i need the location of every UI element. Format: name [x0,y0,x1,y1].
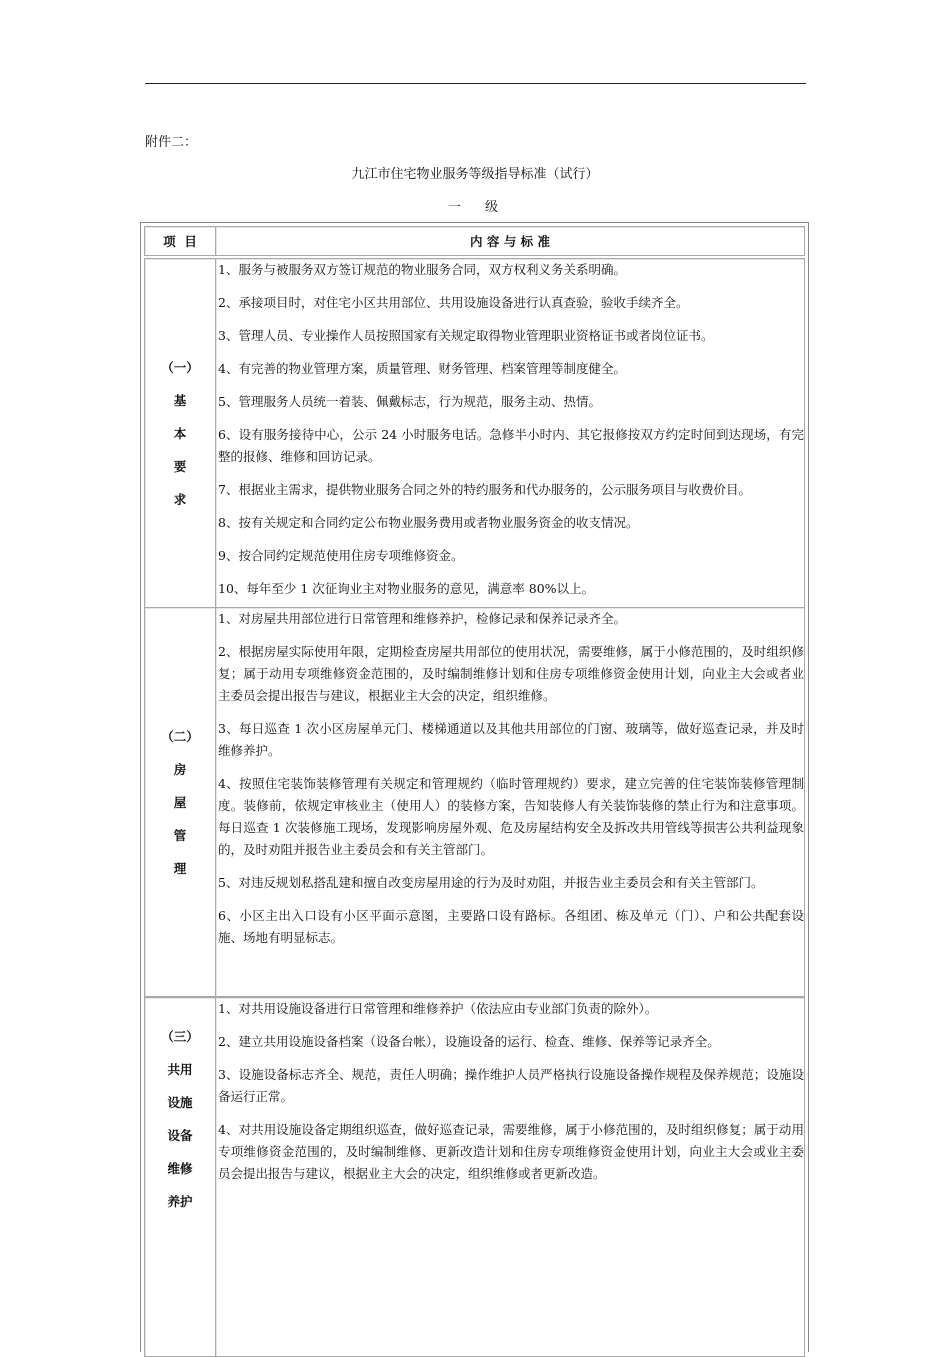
section-label-line: （三） [161,1029,199,1044]
section-label-line: 屋 [173,794,187,810]
standard-item: 4、按照住宅装饰装修管理有关规定和管理规约（临时管理规约）要求，建立完善的住宅装饰装修管理制度。装修前，依规定审核业主（使用人）的装修方案，告知装修人有关装饰装修的禁止行为和注意事项。每日巡查 1 次装修施工现场，发现影响房屋外观、危及房屋结构安全及拆改共用管线等损害公共利益现象的，及时劝阻并报告业主委员会和有关主管部门。 [218,776,804,857]
standard-item: 4、对共用设施设备定期组织巡查，做好巡查记录，需要维修，属于小修范围的，及时组织修复；属于动用专项维修资金范围的，及时编制维修、更新改造计划和住房专项维修资金使用计划，向业主大会或业主委员会提出报告与建议，根据业主大会的决定，组织维修或者更新改造。 [218,1122,804,1181]
section-label-line: 维修 [167,1161,193,1176]
section-label-line: （一） [161,359,199,375]
section-label-line: 共用 [167,1062,193,1077]
standard-item: 1、对共用设施设备进行日常管理和维修养护（依法应由专业部门负责的除外）。 [218,1001,658,1016]
standard-item: 7、根据业主需求，提供物业服务合同之外的特约服务和代办服务的，公示服务项目与收费价目。 [218,482,751,497]
section-label-line: 要 [173,458,187,474]
section-label-line: 设施 [167,1095,193,1110]
standard-item: 3、管理人员、专业操作人员按照国家有关规定取得物业管理职业资格证书或者岗位证书。 [218,328,714,343]
standard-item: 2、建立共用设施设备档案（设备台帐），设施设备的运行、检查、维修、保养等记录齐全。 [218,1034,720,1049]
section-label-line: 房 [173,761,187,777]
standard-item: 3、每日巡查 1 次小区房屋单元门、楼梯通道以及其他共用部位的门窗、玻璃等，做好巡查记录，并及时维修养护。 [218,721,804,758]
section-2-label-cell [144,607,216,997]
standard-item: 2、承接项目时，对住宅小区共用部位、共用设施设备进行认真查验，验收手续齐全。 [218,295,689,310]
level-char-1: 一 [447,200,465,215]
header-content-cell [215,226,805,256]
standard-item: 5、管理服务人员统一着装、佩戴标志，行为规范，服务主动、热情。 [218,394,601,409]
document-title: 九江市住宅物业服务等级指导标准（试行） [351,167,599,182]
standard-item: 9、按合同约定规范使用住房专项维修资金。 [218,548,464,563]
standard-item: 10、每年至少 1 次征询业主对物业服务的意见，满意率 80%以上。 [218,581,595,596]
header-item-label: 项 目 [163,234,197,249]
header-item-cell [144,226,216,256]
standard-item: 5、对违反规划私搭乱建和擅自改变房屋用途的行为及时劝阻，并报告业主委员会和有关主管部门。 [218,875,764,890]
section-label-line: 理 [173,860,187,876]
standard-item: 2、根据房屋实际使用年限，定期检查房屋共用部位的使用状况，需要维修，属于小修范围的，及时组织修复；属于动用专项维修资金范围的，及时编制维修计划和住房专项维修资金使用计划，向业主大会或者业主委员会提出报告与建议，根据业主大会的决定，组织维修。 [218,644,804,703]
section-3-label-cell [144,997,216,1357]
standard-item: 4、有完善的物业管理方案，质量管理、财务管理、档案管理等制度健全。 [218,361,626,376]
annex-label: 附件二： [145,135,198,150]
section-label-line: 求 [173,491,187,507]
standard-item: 8、按有关规定和合同约定公布物业服务费用或者物业服务资金的收支情况。 [218,515,639,530]
section-label-line: （二） [161,728,199,744]
header-content-label: 内 容 与 标 准 [470,234,550,249]
section-label-line: 养护 [167,1194,193,1209]
standard-item: 6、小区主出入口设有小区平面示意图，主要路口设有路标。各组团、栋及单元（门）、户和公共配套设施、场地有明显标志。 [218,908,804,945]
section-label-line: 管 [173,827,187,843]
standard-item: 6、设有服务接待中心，公示 24 小时服务电话。急修半小时内、其它报修按双方约定时间到达现场，有完整的报修、维修和回访记录。 [218,427,804,464]
standard-item: 3、设施设备标志齐全、规范，责任人明确；操作维护人员严格执行设施设备操作规程及保养规范；设施设备运行正常。 [218,1067,804,1104]
standard-item: 1、对房屋共用部位进行日常管理和维修养护，检修记录和保养记录齐全。 [218,611,626,626]
section-1-label-cell [144,258,216,608]
section-3-content-cell [215,997,805,1357]
section-1-content-cell [215,258,805,608]
section-label-line: 设备 [167,1128,193,1143]
level-heading [0,196,950,215]
level-char-2: 级 [485,200,503,215]
standard-item: 1、服务与被服务双方签订规范的物业服务合同，双方权利义务关系明确。 [218,262,626,277]
section-2-content-cell [215,607,805,997]
header-rule [145,83,806,84]
section-label-line: 基 [173,392,187,408]
standards-table [140,222,809,1352]
section-label-line: 本 [173,425,187,441]
